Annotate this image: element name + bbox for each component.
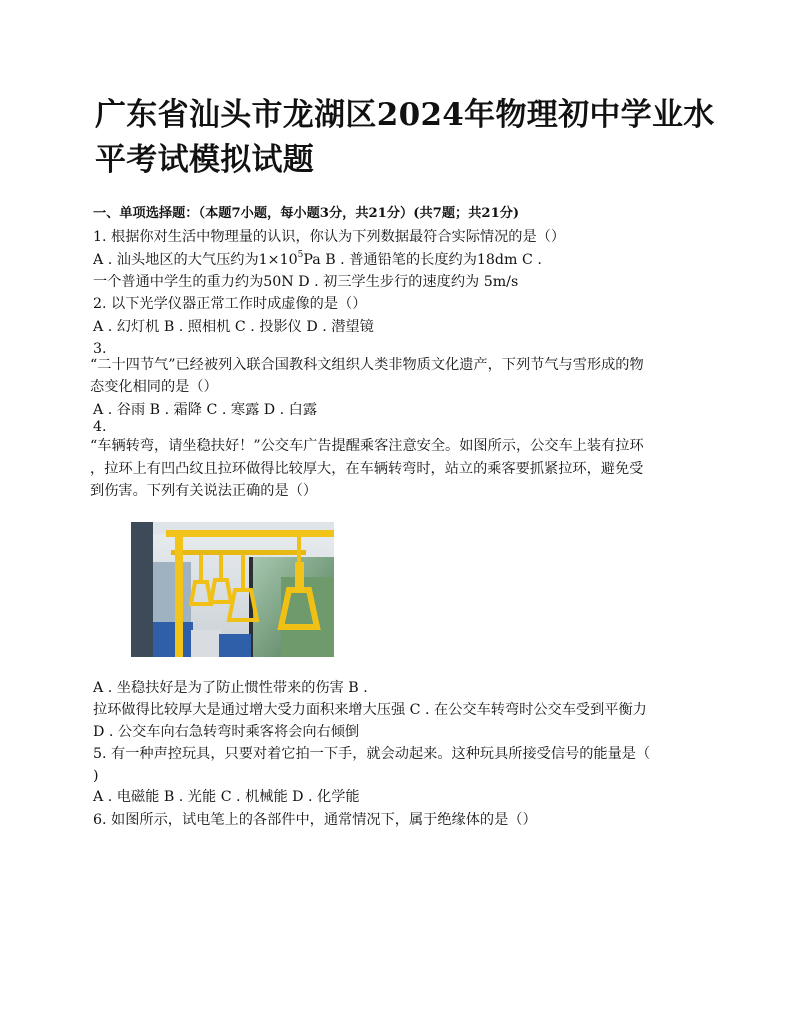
q4-stem-line-3: 到伤害。下列有关说法正确的是（）	[90, 483, 318, 499]
title-line-1: 广东省汕头市龙湖区2024年物理初中学业水	[95, 97, 715, 133]
q4-options-line-1: A . 坐稳扶好是为了防止惯性带来的伤害 B .	[93, 680, 368, 696]
q3-number: 3.	[93, 341, 107, 357]
title-line-2: 平考试模拟试题	[95, 142, 315, 178]
q6-stem: 6. 如图所示，试电笔上的各部件中，通常情况下，属于绝缘体的是（）	[93, 812, 537, 828]
q4-stem-line-1: “车辆转弯，请坐稳扶好！”公交车广告提醒乘客注意安全。如图所示，公交车上装有拉环	[90, 438, 644, 454]
q4-options-line-3: D . 公交车向右急转弯时乘客将会向右倾倒	[93, 724, 360, 740]
q5-stem-line-1: 5. 有一种声控玩具，只要对着它拍一下手，就会动起来。这种玩具所接受信号的能量是（	[93, 746, 651, 762]
q3-options: A . 谷雨 B . 霜降 C . 寒露 D . 白露	[93, 402, 318, 418]
bus-handles-photo	[131, 522, 334, 657]
q2-options: A . 幻灯机 B . 照相机 C . 投影仪 D . 潜望镜	[93, 319, 374, 335]
q4-number: 4.	[93, 419, 107, 435]
q3-stem-line-2: 态变化相同的是（）	[90, 379, 218, 395]
page-title	[95, 93, 715, 183]
q1-option-b-text: Pa B . 普通铅笔的长度约为18dm C .	[303, 252, 542, 268]
q1-options-line-2: 一个普通中学生的重力约为50N D . 初三学生步行的速度约为 5m/s	[93, 274, 519, 290]
q4-options-line-2: 拉环做得比较厚大是通过增大受力面积来增大压强 C . 在公交车转弯时公交车受到平衡力	[93, 702, 647, 718]
exponent: 5	[297, 250, 304, 261]
q1-options-line-1	[93, 251, 542, 269]
q5-options: A . 电磁能 B . 光能 C . 机械能 D . 化学能	[93, 789, 360, 805]
q2-stem: 2. 以下光学仪器正常工作时成虚像的是（）	[93, 296, 367, 312]
section-heading: 一、单项选择题：（本题7小题，每小题3分，共21分）(共7题；共21分)	[93, 206, 520, 221]
q4-stem-line-2: ，拉环上有凹凸纹且拉环做得比较厚大，在车辆转弯时，站立的乘客要抓紧拉环，避免受	[90, 461, 644, 477]
q5-stem-line-2: )	[93, 768, 99, 784]
q3-stem-line-1: “二十四节气”已经被列入联合国教科文组织人类非物质文化遗产，下列节气与雪形成的物	[90, 357, 644, 373]
q1-stem: 1. 根据你对生活中物理量的认识，你认为下列数据最符合实际情况的是（）	[93, 229, 566, 245]
q1-option-a-text: A . 汕头地区的大气压约为1×10	[93, 252, 298, 268]
